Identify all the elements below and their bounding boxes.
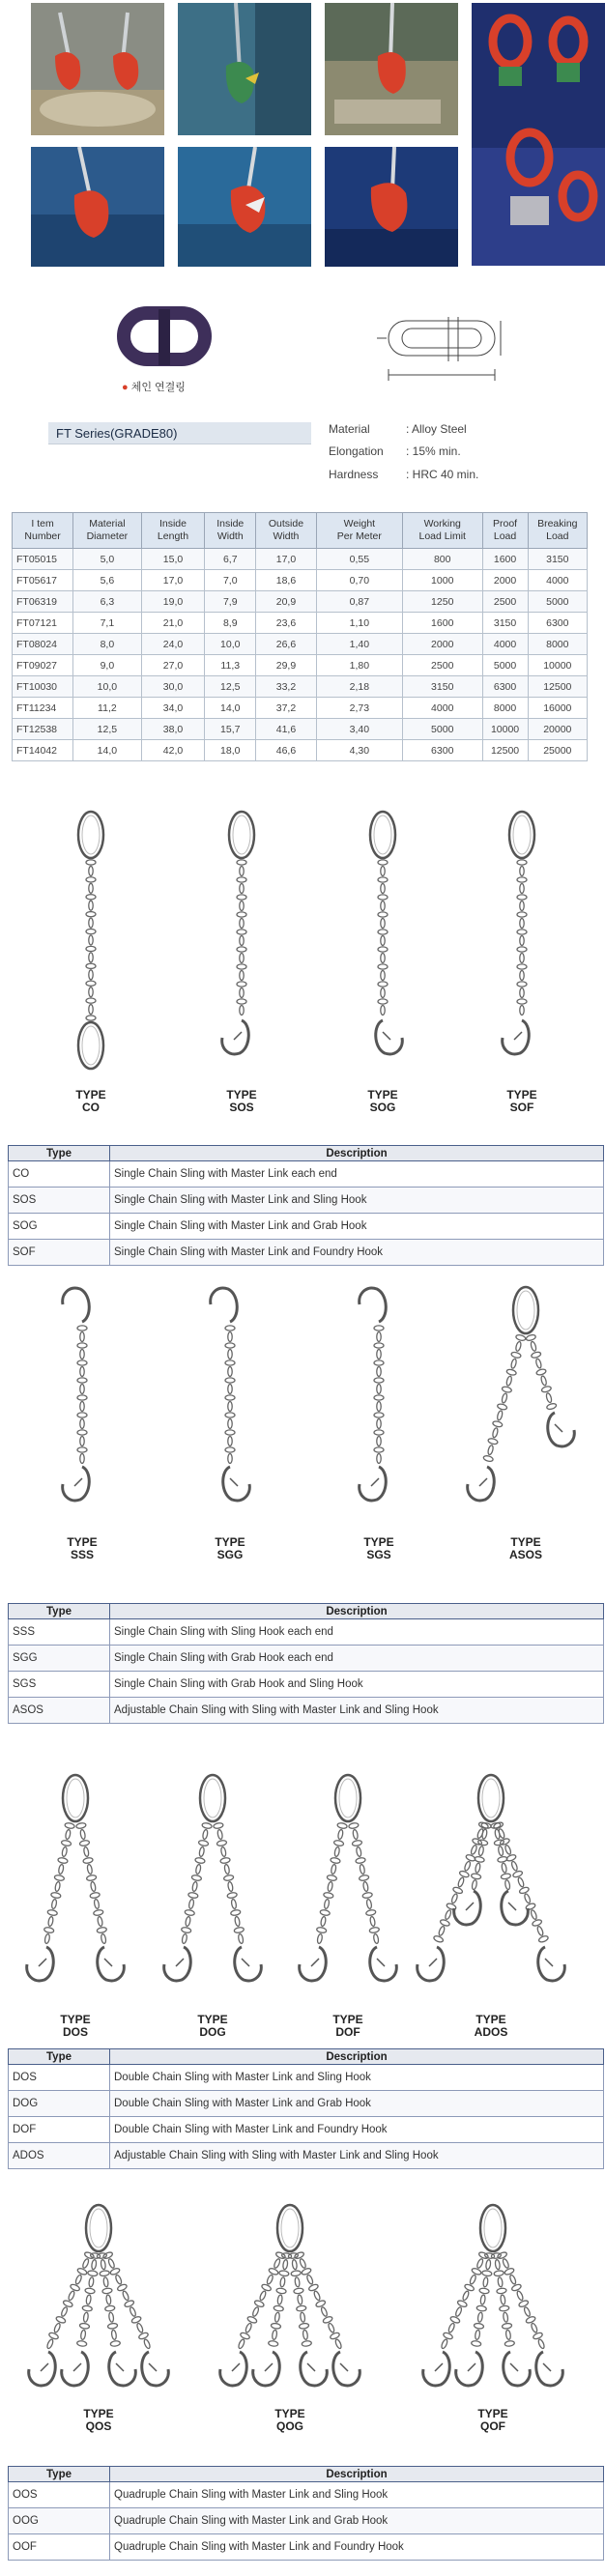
sling-type-code: ASOS bbox=[508, 1548, 542, 1561]
sling-type-word: TYPE bbox=[274, 2407, 305, 2420]
sling-type-word: TYPE bbox=[197, 2013, 228, 2026]
spec-table-cell: 18,6 bbox=[256, 570, 317, 591]
sling-drawing-sss bbox=[63, 1288, 90, 1503]
sling-type-label bbox=[52, 1089, 130, 1114]
type-table-row bbox=[9, 1214, 604, 1240]
type-column-header: Type bbox=[9, 1146, 110, 1161]
spec-table-cell: 4000 bbox=[482, 634, 528, 655]
description-column-header: Description bbox=[110, 1146, 604, 1161]
spec-table-cell: 1000 bbox=[402, 570, 482, 591]
spec-table-cell: 4,30 bbox=[316, 740, 402, 761]
spec-table-cell: FT05015 bbox=[13, 549, 73, 570]
sling-drawing-ados bbox=[418, 1775, 565, 1984]
spec-value: : HRC 40 min. bbox=[406, 468, 479, 481]
sling-drawing-dos bbox=[27, 1775, 125, 1984]
spec-table-cell: 7,9 bbox=[205, 591, 256, 613]
type-description-cell: Adjustable Chain Sling with Sling with Master Link and Sling Hook bbox=[110, 1698, 604, 1724]
sling-type-label bbox=[203, 1089, 280, 1114]
spec-table-cell: 33,2 bbox=[256, 676, 317, 698]
type-description-cell: Quadruple Chain Sling with Master Link and Sling Hook bbox=[110, 2482, 604, 2508]
sling-drawing-dof bbox=[300, 1775, 397, 1984]
type-description-cell: Single Chain Sling with Master Link and Foundry Hook bbox=[110, 1240, 604, 1266]
spec-table-cell: FT07121 bbox=[13, 613, 73, 634]
red-dot-icon: ● bbox=[122, 382, 129, 393]
connector-dimension-diagram bbox=[375, 307, 530, 396]
type-description-table bbox=[8, 2048, 604, 2169]
sling-illustrations bbox=[0, 2203, 605, 2406]
type-description-table bbox=[8, 1603, 604, 1724]
description-column-header: Description bbox=[110, 2467, 604, 2482]
sling-type-word: TYPE bbox=[75, 1088, 106, 1102]
spec-table-cell: 46,6 bbox=[256, 740, 317, 761]
sling-drawing-asos bbox=[468, 1287, 575, 1503]
spec-table-cell: 3150 bbox=[528, 549, 587, 570]
spec-table-header-row bbox=[13, 513, 588, 549]
type-table-row bbox=[9, 2482, 604, 2508]
type-code-cell: SOG bbox=[9, 1214, 110, 1240]
spec-table-cell: 18,0 bbox=[205, 740, 256, 761]
type-table-row bbox=[9, 2508, 604, 2534]
type-table-row bbox=[9, 2534, 604, 2561]
spec-table-cell: 2000 bbox=[482, 570, 528, 591]
sling-type-label bbox=[454, 2408, 532, 2433]
series-title: FT Series(GRADE80) bbox=[56, 426, 178, 441]
type-code-cell: SOF bbox=[9, 1240, 110, 1266]
spec-table-cell: 8000 bbox=[528, 634, 587, 655]
spec-table-row bbox=[13, 591, 588, 613]
spec-table-cell: 17,0 bbox=[256, 549, 317, 570]
sling-type-label bbox=[340, 1536, 418, 1561]
type-table-row bbox=[9, 1672, 604, 1698]
sling-drawing-sgs bbox=[360, 1288, 387, 1503]
type-code-cell: SGS bbox=[9, 1672, 110, 1698]
type-table-row bbox=[9, 1240, 604, 1266]
spec-table-header-cell: Working Load Limit bbox=[402, 513, 482, 549]
spec-table-cell: FT09027 bbox=[13, 655, 73, 676]
spec-table-header-cell: I tem Number bbox=[13, 513, 73, 549]
spec-table-cell: 10000 bbox=[482, 719, 528, 740]
spec-table-cell: 29,9 bbox=[256, 655, 317, 676]
sling-drawing-qos bbox=[29, 2205, 169, 2389]
spec-table-cell: 1600 bbox=[402, 613, 482, 634]
spec-table-row bbox=[13, 676, 588, 698]
spec-table-cell: 2500 bbox=[482, 591, 528, 613]
sling-illustrations bbox=[0, 1773, 605, 2005]
sling-type-word: TYPE bbox=[60, 2013, 91, 2026]
spec-table-cell: 27,0 bbox=[141, 655, 205, 676]
sling-type-label bbox=[174, 2014, 251, 2039]
spec-table-cell: FT05617 bbox=[13, 570, 73, 591]
type-code-cell: SSS bbox=[9, 1619, 110, 1646]
sling-type-code: ADOS bbox=[474, 2025, 508, 2039]
spec-table-row bbox=[13, 655, 588, 676]
type-table-header-row bbox=[9, 2049, 604, 2065]
spec-table-cell: 15,7 bbox=[205, 719, 256, 740]
spec-table-cell: 6300 bbox=[402, 740, 482, 761]
product-photo-6 bbox=[178, 147, 311, 267]
spec-table-cell: 4000 bbox=[402, 698, 482, 719]
sling-type-word: TYPE bbox=[475, 2013, 506, 2026]
type-code-cell: OOG bbox=[9, 2508, 110, 2534]
type-description-cell: Double Chain Sling with Master Link and Sling Hook bbox=[110, 2065, 604, 2091]
spec-table-cell: 41,6 bbox=[256, 719, 317, 740]
spec-key: Elongation bbox=[329, 444, 384, 458]
sling-type-word: TYPE bbox=[363, 1535, 394, 1549]
spec-table-cell: 8000 bbox=[482, 698, 528, 719]
type-code-cell: OOS bbox=[9, 2482, 110, 2508]
spec-table-cell: 14,0 bbox=[205, 698, 256, 719]
spec-table-cell: 5,0 bbox=[73, 549, 141, 570]
spec-table-cell: 19,0 bbox=[141, 591, 205, 613]
spec-table-cell: 3150 bbox=[402, 676, 482, 698]
type-description-cell: Single Chain Sling with Grab Hook and Sling Hook bbox=[110, 1672, 604, 1698]
sling-type-code: DOG bbox=[199, 2025, 226, 2039]
spec-table-cell: 15,0 bbox=[141, 549, 205, 570]
sling-type-label bbox=[452, 2014, 530, 2039]
spec-table-cell: 34,0 bbox=[141, 698, 205, 719]
sling-type-code: SOG bbox=[369, 1101, 396, 1114]
spec-table-cell: FT10030 bbox=[13, 676, 73, 698]
type-column-header: Type bbox=[9, 2049, 110, 2065]
product-photo-3 bbox=[325, 3, 458, 135]
spec-value: : 15% min. bbox=[406, 444, 461, 458]
sling-type-label bbox=[191, 1536, 269, 1561]
description-column-header: Description bbox=[110, 2049, 604, 2065]
spec-table-header-cell: Outside Width bbox=[256, 513, 317, 549]
type-table-row bbox=[9, 1161, 604, 1188]
spec-table-cell: 0,55 bbox=[316, 549, 402, 570]
spec-table-cell: 5000 bbox=[482, 655, 528, 676]
sling-type-label bbox=[43, 1536, 121, 1561]
spec-table-header-cell: Breaking Load bbox=[528, 513, 587, 549]
spec-table-cell: 12,5 bbox=[73, 719, 141, 740]
spec-table-cell: 20000 bbox=[528, 719, 587, 740]
spec-table-cell: 2000 bbox=[402, 634, 482, 655]
spec-table-cell: 0,87 bbox=[316, 591, 402, 613]
type-table-row bbox=[9, 2117, 604, 2143]
sling-drawing-co bbox=[78, 812, 103, 1069]
spec-table-cell: 1,40 bbox=[316, 634, 402, 655]
spec-table-cell: 42,0 bbox=[141, 740, 205, 761]
spec-table-cell: FT06319 bbox=[13, 591, 73, 613]
spec-table-cell: 2,18 bbox=[316, 676, 402, 698]
product-photo-4 bbox=[472, 3, 605, 266]
spec-table-cell: 17,0 bbox=[141, 570, 205, 591]
spec-table-cell: 26,6 bbox=[256, 634, 317, 655]
type-description-cell: Double Chain Sling with Master Link and Foundry Hook bbox=[110, 2117, 604, 2143]
spec-table-cell: 9,0 bbox=[73, 655, 141, 676]
type-description-cell: Quadruple Chain Sling with Master Link and Foundry Hook bbox=[110, 2534, 604, 2561]
spec-table-cell: 1,80 bbox=[316, 655, 402, 676]
spec-table-cell: 8,9 bbox=[205, 613, 256, 634]
spec-table-cell: 7,1 bbox=[73, 613, 141, 634]
product-photo-2 bbox=[178, 3, 311, 135]
sling-type-word: TYPE bbox=[83, 2407, 114, 2420]
spec-row bbox=[329, 444, 580, 460]
spec-table-cell: 1250 bbox=[402, 591, 482, 613]
spec-table-cell: 0,70 bbox=[316, 570, 402, 591]
product-photo-5 bbox=[31, 147, 164, 267]
sling-drawing-qog bbox=[220, 2205, 360, 2389]
spec-table-cell: 6,3 bbox=[73, 591, 141, 613]
sling-type-code: SSS bbox=[70, 1548, 94, 1561]
spec-table-row bbox=[13, 740, 588, 761]
type-table-row bbox=[9, 1646, 604, 1672]
sling-type-code: QOF bbox=[480, 2419, 505, 2433]
sling-type-code: DOF bbox=[335, 2025, 360, 2039]
spec-table-cell: 30,0 bbox=[141, 676, 205, 698]
sling-illustrations bbox=[0, 1285, 605, 1527]
sling-type-code: SGG bbox=[216, 1548, 244, 1561]
spec-table-row bbox=[13, 613, 588, 634]
type-description-cell: Adjustable Chain Sling with Sling with Master Link and Sling Hook bbox=[110, 2143, 604, 2169]
product-photo-7 bbox=[325, 147, 458, 267]
type-table-header-row bbox=[9, 2467, 604, 2482]
spec-table-cell: 5000 bbox=[528, 591, 587, 613]
type-code-cell: CO bbox=[9, 1161, 110, 1188]
spec-table-cell: 6300 bbox=[482, 676, 528, 698]
type-table-row bbox=[9, 2143, 604, 2169]
spec-table-cell: 20,9 bbox=[256, 591, 317, 613]
sling-type-label bbox=[37, 2014, 114, 2039]
type-description-cell: Single Chain Sling with Master Link and Grab Hook bbox=[110, 1214, 604, 1240]
spec-table-row bbox=[13, 634, 588, 655]
spec-row bbox=[329, 422, 580, 438]
spec-table-header-cell: Material Diameter bbox=[73, 513, 141, 549]
spec-table-cell: 12500 bbox=[482, 740, 528, 761]
spec-table-cell: 2500 bbox=[402, 655, 482, 676]
type-table-row bbox=[9, 2091, 604, 2117]
sling-type-code: QOS bbox=[85, 2419, 112, 2433]
sling-type-word: TYPE bbox=[510, 1535, 541, 1549]
spec-table-cell: 11,3 bbox=[205, 655, 256, 676]
spec-table-cell: FT11234 bbox=[13, 698, 73, 719]
spec-table-cell: 4000 bbox=[528, 570, 587, 591]
spec-table bbox=[12, 512, 588, 761]
spec-table-cell: 11,2 bbox=[73, 698, 141, 719]
type-code-cell: ADOS bbox=[9, 2143, 110, 2169]
product-photo-1 bbox=[31, 3, 164, 135]
sling-type-code: SOS bbox=[229, 1101, 254, 1114]
sling-type-word: TYPE bbox=[506, 1088, 537, 1102]
spec-key: Hardness bbox=[329, 468, 379, 481]
sling-type-label bbox=[344, 1089, 421, 1114]
sling-type-word: TYPE bbox=[477, 2407, 508, 2420]
sling-type-word: TYPE bbox=[67, 1535, 98, 1549]
spec-key: Material bbox=[329, 422, 370, 436]
type-description-table bbox=[8, 1145, 604, 1266]
spec-table-cell: 16000 bbox=[528, 698, 587, 719]
spec-table-cell: 1,10 bbox=[316, 613, 402, 634]
spec-table-header-cell: Weight Per Meter bbox=[316, 513, 402, 549]
spec-value: : Alloy Steel bbox=[406, 422, 467, 436]
spec-table-header-cell: Inside Width bbox=[205, 513, 256, 549]
sling-drawing-sos bbox=[222, 812, 254, 1057]
sling-illustrations bbox=[0, 810, 605, 1080]
type-description-cell: Double Chain Sling with Master Link and Grab Hook bbox=[110, 2091, 604, 2117]
type-description-table bbox=[8, 2466, 604, 2561]
type-code-cell: SGG bbox=[9, 1646, 110, 1672]
spec-table-cell: 1600 bbox=[482, 549, 528, 570]
type-code-cell: DOF bbox=[9, 2117, 110, 2143]
sling-type-label bbox=[251, 2408, 329, 2433]
connector-label: ● 체인 연결링 bbox=[122, 382, 186, 393]
type-description-cell: Single Chain Sling with Grab Hook each end bbox=[110, 1646, 604, 1672]
sling-type-code: QOG bbox=[275, 2419, 303, 2433]
spec-table-cell: 12500 bbox=[528, 676, 587, 698]
sling-type-code: DOS bbox=[62, 2025, 88, 2039]
spec-table-header-cell: Inside Length bbox=[141, 513, 205, 549]
type-table-row bbox=[9, 2065, 604, 2091]
spec-table-cell: FT14042 bbox=[13, 740, 73, 761]
type-code-cell: OOF bbox=[9, 2534, 110, 2561]
sling-drawing-qof bbox=[423, 2205, 563, 2389]
chain-connector-image bbox=[116, 300, 213, 377]
type-description-cell: Single Chain Sling with Sling Hook each end bbox=[110, 1619, 604, 1646]
sling-type-word: TYPE bbox=[226, 1088, 257, 1102]
spec-table-cell: 25000 bbox=[528, 740, 587, 761]
spec-table-cell: 14,0 bbox=[73, 740, 141, 761]
spec-table-cell: 12,5 bbox=[205, 676, 256, 698]
type-table-row bbox=[9, 1619, 604, 1646]
spec-table-cell: 8,0 bbox=[73, 634, 141, 655]
type-table-row bbox=[9, 1188, 604, 1214]
sling-drawing-sog bbox=[361, 812, 402, 1057]
spec-table-row bbox=[13, 549, 588, 570]
spec-row bbox=[329, 468, 580, 483]
sling-type-code: SOF bbox=[509, 1101, 534, 1114]
spec-table-cell: 10,0 bbox=[73, 676, 141, 698]
type-table-header-row bbox=[9, 1146, 604, 1161]
spec-table-row bbox=[13, 570, 588, 591]
spec-table-cell: 10,0 bbox=[205, 634, 256, 655]
spec-table-cell: FT12538 bbox=[13, 719, 73, 740]
spec-table-cell: 800 bbox=[402, 549, 482, 570]
spec-table-cell: 21,0 bbox=[141, 613, 205, 634]
sling-type-label bbox=[309, 2014, 387, 2039]
type-description-cell: Single Chain Sling with Master Link each end bbox=[110, 1161, 604, 1188]
type-code-cell: ASOS bbox=[9, 1698, 110, 1724]
type-column-header: Type bbox=[9, 1604, 110, 1619]
sling-drawing-sof bbox=[503, 812, 534, 1057]
spec-table-row bbox=[13, 698, 588, 719]
type-table-row bbox=[9, 1698, 604, 1724]
sling-type-code: CO bbox=[82, 1101, 100, 1114]
description-column-header: Description bbox=[110, 1604, 604, 1619]
spec-table-cell: 5,6 bbox=[73, 570, 141, 591]
spec-table-row bbox=[13, 719, 588, 740]
spec-table-header-cell: Proof Load bbox=[482, 513, 528, 549]
type-column-header: Type bbox=[9, 2467, 110, 2482]
type-code-cell: DOS bbox=[9, 2065, 110, 2091]
type-table-header-row bbox=[9, 1604, 604, 1619]
spec-table-cell: 5000 bbox=[402, 719, 482, 740]
type-description-cell: Single Chain Sling with Master Link and Sling Hook bbox=[110, 1188, 604, 1214]
spec-table-cell: 10000 bbox=[528, 655, 587, 676]
spec-table-cell: 6300 bbox=[528, 613, 587, 634]
sling-type-word: TYPE bbox=[332, 2013, 363, 2026]
spec-table-cell: 38,0 bbox=[141, 719, 205, 740]
sling-type-word: TYPE bbox=[367, 1088, 398, 1102]
spec-table-cell: 24,0 bbox=[141, 634, 205, 655]
type-description-cell: Quadruple Chain Sling with Master Link and Grab Hook bbox=[110, 2508, 604, 2534]
sling-drawing-dog bbox=[164, 1775, 262, 1984]
type-code-cell: SOS bbox=[9, 1188, 110, 1214]
spec-table-cell: 3150 bbox=[482, 613, 528, 634]
spec-table-cell: 2,73 bbox=[316, 698, 402, 719]
series-title-bar bbox=[48, 422, 311, 444]
spec-table-cell: FT08024 bbox=[13, 634, 73, 655]
sling-type-code: SGS bbox=[366, 1548, 391, 1561]
spec-table-cell: 3,40 bbox=[316, 719, 402, 740]
spec-table-cell: 7,0 bbox=[205, 570, 256, 591]
spec-table-cell: 6,7 bbox=[205, 549, 256, 570]
spec-table-cell: 37,2 bbox=[256, 698, 317, 719]
sling-type-word: TYPE bbox=[215, 1535, 245, 1549]
sling-type-label bbox=[483, 1089, 561, 1114]
sling-type-label bbox=[60, 2408, 137, 2433]
type-code-cell: DOG bbox=[9, 2091, 110, 2117]
sling-type-label bbox=[487, 1536, 564, 1561]
sling-drawing-sgg bbox=[209, 1288, 249, 1503]
spec-table-cell: 23,6 bbox=[256, 613, 317, 634]
